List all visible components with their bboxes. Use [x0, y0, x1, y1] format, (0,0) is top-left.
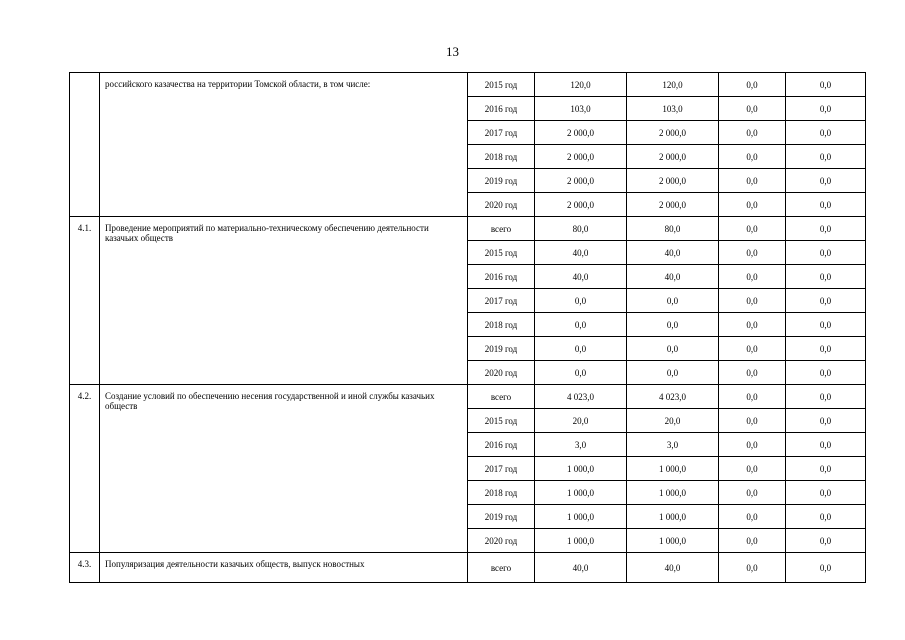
- period-cell: 2020 год: [468, 361, 535, 385]
- item-name: российского казачества на территории Томской области, в том числе:: [100, 73, 468, 217]
- federal-budget-cell: 0,0: [719, 265, 786, 289]
- federal-budget-cell: 0,0: [719, 241, 786, 265]
- other-sources-cell: 0,0: [786, 553, 866, 583]
- regional-budget-cell: 120,0: [627, 73, 719, 97]
- total-amount-cell: 40,0: [535, 553, 627, 583]
- item-name: Проведение мероприятий по материально-техническому обеспечению деятельности казачьих обществ: [100, 217, 468, 385]
- period-cell: 2018 год: [468, 145, 535, 169]
- federal-budget-cell: 0,0: [719, 73, 786, 97]
- total-amount-cell: 1 000,0: [535, 505, 627, 529]
- total-amount-cell: 0,0: [535, 361, 627, 385]
- item-number: 4.1.: [70, 217, 100, 385]
- total-amount-cell: 40,0: [535, 241, 627, 265]
- total-amount-cell: 2 000,0: [535, 193, 627, 217]
- regional-budget-cell: 2 000,0: [627, 145, 719, 169]
- budget-table: [69, 72, 866, 583]
- period-cell: 2015 год: [468, 409, 535, 433]
- federal-budget-cell: 0,0: [719, 361, 786, 385]
- other-sources-cell: 0,0: [786, 337, 866, 361]
- table-row: [70, 553, 866, 583]
- period-cell: всего: [468, 553, 535, 583]
- federal-budget-cell: 0,0: [719, 145, 786, 169]
- federal-budget-cell: 0,0: [719, 337, 786, 361]
- total-amount-cell: 20,0: [535, 409, 627, 433]
- other-sources-cell: 0,0: [786, 97, 866, 121]
- other-sources-cell: 0,0: [786, 193, 866, 217]
- other-sources-cell: 0,0: [786, 361, 866, 385]
- total-amount-cell: 2 000,0: [535, 169, 627, 193]
- total-amount-cell: 1 000,0: [535, 481, 627, 505]
- table-row: [70, 217, 866, 241]
- regional-budget-cell: 1 000,0: [627, 481, 719, 505]
- table-row: [70, 385, 866, 409]
- federal-budget-cell: 0,0: [719, 193, 786, 217]
- total-amount-cell: 40,0: [535, 265, 627, 289]
- other-sources-cell: 0,0: [786, 121, 866, 145]
- regional-budget-cell: 3,0: [627, 433, 719, 457]
- period-cell: 2017 год: [468, 289, 535, 313]
- regional-budget-cell: 0,0: [627, 361, 719, 385]
- period-cell: 2015 год: [468, 73, 535, 97]
- page-number: 13: [446, 44, 459, 59]
- period-cell: 2019 год: [468, 337, 535, 361]
- federal-budget-cell: 0,0: [719, 529, 786, 553]
- regional-budget-cell: 1 000,0: [627, 505, 719, 529]
- item-number: 4.3.: [70, 553, 100, 583]
- item-number: [70, 73, 100, 217]
- other-sources-cell: 0,0: [786, 433, 866, 457]
- period-cell: всего: [468, 217, 535, 241]
- table-row: [70, 73, 866, 97]
- federal-budget-cell: 0,0: [719, 553, 786, 583]
- other-sources-cell: 0,0: [786, 385, 866, 409]
- other-sources-cell: 0,0: [786, 529, 866, 553]
- regional-budget-cell: 0,0: [627, 337, 719, 361]
- period-cell: 2020 год: [468, 529, 535, 553]
- other-sources-cell: 0,0: [786, 73, 866, 97]
- federal-budget-cell: 0,0: [719, 505, 786, 529]
- federal-budget-cell: 0,0: [719, 385, 786, 409]
- other-sources-cell: 0,0: [786, 505, 866, 529]
- federal-budget-cell: 0,0: [719, 433, 786, 457]
- regional-budget-cell: 2 000,0: [627, 169, 719, 193]
- total-amount-cell: 120,0: [535, 73, 627, 97]
- budget-table-body: [70, 73, 866, 583]
- total-amount-cell: 4 023,0: [535, 385, 627, 409]
- period-cell: 2019 год: [468, 169, 535, 193]
- total-amount-cell: 1 000,0: [535, 529, 627, 553]
- regional-budget-cell: 40,0: [627, 241, 719, 265]
- other-sources-cell: 0,0: [786, 409, 866, 433]
- period-cell: 2018 год: [468, 481, 535, 505]
- regional-budget-cell: 1 000,0: [627, 529, 719, 553]
- period-cell: 2019 год: [468, 505, 535, 529]
- total-amount-cell: 2 000,0: [535, 145, 627, 169]
- total-amount-cell: 0,0: [535, 313, 627, 337]
- other-sources-cell: 0,0: [786, 145, 866, 169]
- period-cell: 2016 год: [468, 433, 535, 457]
- regional-budget-cell: 40,0: [627, 265, 719, 289]
- period-cell: 2016 год: [468, 265, 535, 289]
- regional-budget-cell: 40,0: [627, 553, 719, 583]
- period-cell: 2017 год: [468, 121, 535, 145]
- federal-budget-cell: 0,0: [719, 313, 786, 337]
- total-amount-cell: 0,0: [535, 337, 627, 361]
- other-sources-cell: 0,0: [786, 241, 866, 265]
- regional-budget-cell: 2 000,0: [627, 193, 719, 217]
- period-cell: 2015 год: [468, 241, 535, 265]
- total-amount-cell: 2 000,0: [535, 121, 627, 145]
- total-amount-cell: 103,0: [535, 97, 627, 121]
- federal-budget-cell: 0,0: [719, 457, 786, 481]
- period-cell: всего: [468, 385, 535, 409]
- period-cell: 2018 год: [468, 313, 535, 337]
- other-sources-cell: 0,0: [786, 481, 866, 505]
- regional-budget-cell: 20,0: [627, 409, 719, 433]
- item-number: 4.2.: [70, 385, 100, 553]
- period-cell: 2016 год: [468, 97, 535, 121]
- period-cell: 2017 год: [468, 457, 535, 481]
- federal-budget-cell: 0,0: [719, 217, 786, 241]
- federal-budget-cell: 0,0: [719, 169, 786, 193]
- other-sources-cell: 0,0: [786, 265, 866, 289]
- federal-budget-cell: 0,0: [719, 481, 786, 505]
- federal-budget-cell: 0,0: [719, 121, 786, 145]
- item-name: Популяризация деятельности казачьих обществ, выпуск новостных: [100, 553, 468, 583]
- regional-budget-cell: 4 023,0: [627, 385, 719, 409]
- federal-budget-cell: 0,0: [719, 409, 786, 433]
- total-amount-cell: 0,0: [535, 289, 627, 313]
- regional-budget-cell: 0,0: [627, 289, 719, 313]
- other-sources-cell: 0,0: [786, 169, 866, 193]
- regional-budget-cell: 0,0: [627, 313, 719, 337]
- regional-budget-cell: 80,0: [627, 217, 719, 241]
- total-amount-cell: 80,0: [535, 217, 627, 241]
- other-sources-cell: 0,0: [786, 313, 866, 337]
- item-name: Создание условий по обеспечению несения государственной и иной службы казачьих обществ: [100, 385, 468, 553]
- other-sources-cell: 0,0: [786, 217, 866, 241]
- federal-budget-cell: 0,0: [719, 97, 786, 121]
- regional-budget-cell: 103,0: [627, 97, 719, 121]
- federal-budget-cell: 0,0: [719, 289, 786, 313]
- period-cell: 2020 год: [468, 193, 535, 217]
- regional-budget-cell: 2 000,0: [627, 121, 719, 145]
- other-sources-cell: 0,0: [786, 457, 866, 481]
- regional-budget-cell: 1 000,0: [627, 457, 719, 481]
- total-amount-cell: 1 000,0: [535, 457, 627, 481]
- total-amount-cell: 3,0: [535, 433, 627, 457]
- other-sources-cell: 0,0: [786, 289, 866, 313]
